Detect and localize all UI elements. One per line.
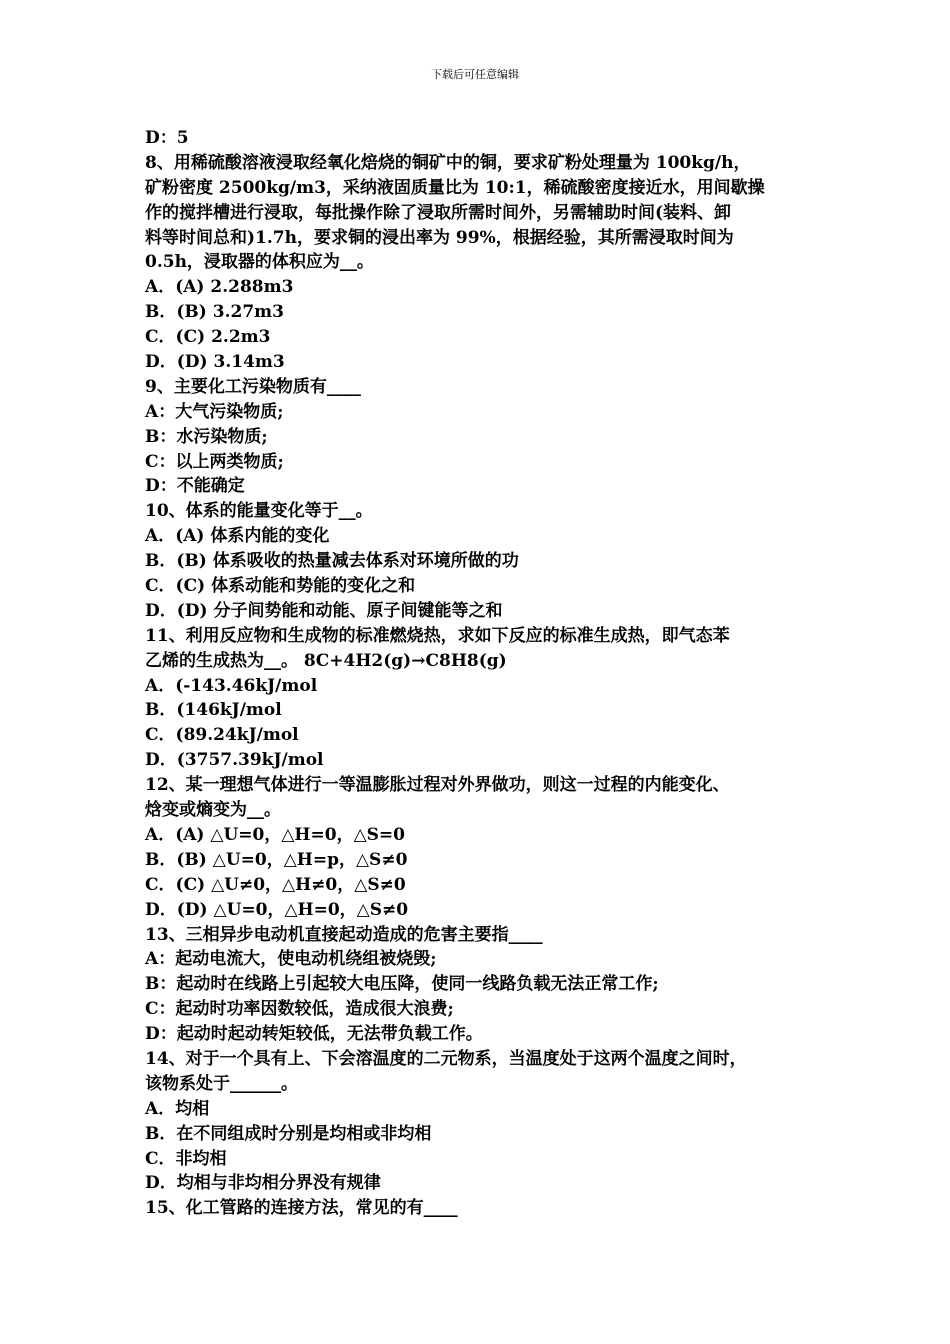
text-line: 8、用稀硫酸溶液浸取经氧化焙烧的铜矿中的铜，要求矿粉处理量为 100kg/h， [145, 152, 751, 173]
text-line: D：起动时起动转矩较低，无法带负载工作。 [145, 1024, 483, 1045]
text-line: B．(B) △U=0，△H=p，△S≠0 [145, 849, 408, 870]
text-line: D：5 [145, 128, 189, 148]
text-line: 矿粉密度 2500kg/m3，采纳液固质量比为 10:1，稀硫酸密度接近水，用间歇操 [145, 177, 765, 198]
text-line: D．均相与非均相分界没有规律 [145, 1173, 381, 1194]
text-line: 11、利用反应物和生成物的标准燃烧热，求如下反应的标准生成热，即气态苯 [145, 625, 730, 646]
text-line: D：不能确定 [145, 476, 245, 497]
text-line: C．(89.24kJ/mol [145, 725, 299, 746]
text-line: 料等时间总和)1.7h，要求铜的浸出率为 99%，根据经验，其所需浸取时间为 [145, 227, 734, 248]
text-line: C．(C) 2.2m3 [145, 327, 271, 348]
text-line: 14、对于一个具有上、下会溶温度的二元物系，当温度处于这两个温度之间时， [145, 1048, 747, 1069]
text-line: D．(D) 3.14m3 [145, 352, 285, 373]
text-line: A．(A) 体系内能的变化 [145, 526, 330, 547]
text-line: B．在不同组成时分别是均相或非均相 [145, 1123, 432, 1144]
document-body [145, 126, 825, 1221]
text-line: C：起动时功率因数较低，造成很大浪费; [145, 999, 454, 1020]
text-line: A：大气污染物质; [145, 401, 284, 422]
text-line: D．(D) △U=0，△H=0，△S≠0 [145, 899, 409, 920]
page-header: 下载后可任意编辑 [431, 68, 519, 81]
text-line: A．均相 [145, 1098, 210, 1119]
text-line: B．(B) 体系吸收的热量减去体系对环境所做的功 [145, 551, 519, 572]
text-line: 0.5h，浸取器的体积应为__。 [145, 252, 374, 273]
text-line: C．非均相 [145, 1148, 227, 1169]
text-line: 12、某一理想气体进行一等温膨胀过程对外界做功，则这一过程的内能变化、 [145, 775, 730, 796]
text-line: 焓变或熵变为__。 [145, 800, 281, 821]
text-line: B：水污染物质; [145, 426, 268, 447]
text-line: 10、体系的能量变化等于__。 [145, 501, 373, 522]
text-line: 该物系处于______。 [145, 1073, 298, 1094]
text-line: C．(C) 体系动能和势能的变化之和 [145, 576, 416, 597]
text-line: C．(C) △U≠0，△H≠0，△S≠0 [145, 874, 406, 895]
text-line: B．(B) 3.27m3 [145, 302, 284, 323]
text-line: A．(-143.46kJ/mol [145, 675, 318, 696]
text-line: B：起动时在线路上引起较大电压降，使同一线路负载无法正常工作; [145, 974, 659, 995]
text-line: 9、主要化工污染物质有____ [145, 376, 361, 397]
text-line: C：以上两类物质; [145, 451, 284, 472]
text-line: 13、三相异步电动机直接起动造成的危害主要指____ [145, 924, 543, 945]
text-line: D．(3757.39kJ/mol [145, 750, 324, 771]
text-line: A．(A) △U=0，△H=0，△S=0 [145, 824, 405, 845]
text-line: D．(D) 分子间势能和动能、原子间键能等之和 [145, 600, 503, 621]
text-line: B．(146kJ/mol [145, 700, 282, 721]
text-line: 作的搅拌槽进行浸取，每批操作除了浸取所需时间外，另需辅助时间(装料、卸 [145, 202, 732, 223]
text-line: A．(A) 2.288m3 [145, 277, 294, 298]
text-line: 15、化工管路的连接方法，常见的有____ [145, 1198, 458, 1219]
text-line: A：起动电流大，使电动机绕组被烧毁; [145, 949, 437, 970]
text-line: 乙烯的生成热为__。 8C+4H2(g)→C8H8(g) [145, 650, 507, 671]
